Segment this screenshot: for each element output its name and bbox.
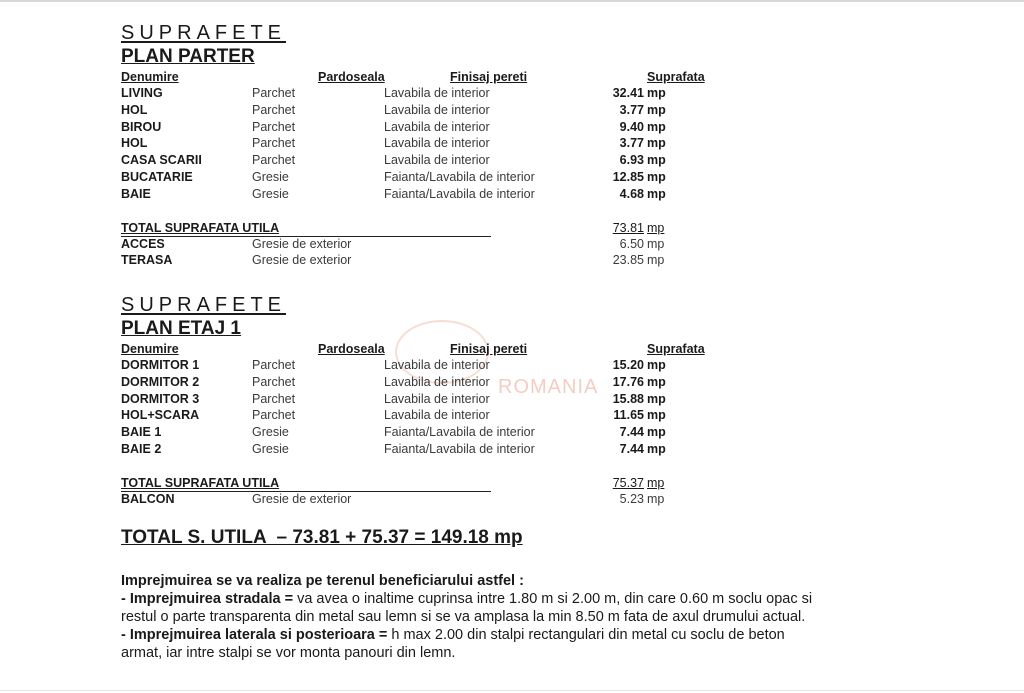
room-unit: mp <box>647 374 666 389</box>
room-walls: Lavabila de interior <box>384 119 490 134</box>
fence-street-line2: restul o parte transparenta din metal sau lemn si se va amplasa la min 8.50 m fata de axul drumului actual. <box>121 609 806 625</box>
extra-floor: Gresie de exterior <box>252 253 352 268</box>
room-unit: mp <box>647 442 666 456</box>
room-area: 7.44 <box>619 425 644 440</box>
room-area: 4.68 <box>619 186 644 201</box>
room-unit: mp <box>647 102 666 117</box>
room-floor: Gresie <box>252 186 289 201</box>
room-walls: Lavabila de interior <box>384 391 490 406</box>
extra-floor: Gresie de exterior <box>252 236 352 251</box>
room-name: HOL+SCARA <box>121 408 200 423</box>
room-area: 7.44 <box>619 442 644 456</box>
fence-description <box>121 572 1011 662</box>
fence-street-line1: - Imprejmuirea stradala = va avea o inaltime cuprinsa intre 1.80 m si 2.00 m, din care 0.60 m soclu opac si <box>121 591 813 607</box>
room-walls: Lavabila de interior <box>384 358 490 372</box>
room-floor: Parchet <box>252 102 296 117</box>
total-value: 73.81 <box>612 220 644 235</box>
room-area: 6.93 <box>619 153 644 168</box>
table-row <box>121 120 741 136</box>
extra-area: 6.50 <box>619 236 644 251</box>
room-unit: mp <box>647 119 666 134</box>
room-name: BIROU <box>121 119 162 134</box>
room-unit: mp <box>647 186 666 201</box>
room-walls: Faianta/Lavabila de interior <box>384 186 535 201</box>
col-header-floor: Pardoseala <box>318 70 385 84</box>
room-name: CASA SCARII <box>121 153 202 168</box>
room-walls: Lavabila de interior <box>384 408 490 423</box>
table-row <box>121 358 741 374</box>
room-floor: Parchet <box>252 136 296 151</box>
col-header-area: Suprafata <box>647 342 705 356</box>
room-floor: Gresie <box>252 425 289 440</box>
table-row <box>121 237 741 253</box>
table-row <box>121 136 741 152</box>
table-row <box>121 153 741 169</box>
fence-side-line1: - Imprejmuirea laterala si posterioara = h max 2.00 din stalpi rectangulari din metal cu soclu de beton <box>121 627 785 643</box>
room-name: DORMITOR 3 <box>121 391 200 406</box>
table-row <box>121 86 741 102</box>
plan-title-first: PLAN ETAJ 1 <box>121 318 242 339</box>
grand-total: TOTAL S. UTILA – 73.81 + 75.37 = 149.18 mp <box>121 527 523 548</box>
room-name: BAIE <box>121 186 151 201</box>
section-title-first: SUPRAFETE <box>121 294 287 316</box>
extra-unit: mp <box>647 253 665 268</box>
room-name: DORMITOR 1 <box>121 358 200 372</box>
total-unit: mp <box>647 220 665 235</box>
extra-name: BALCON <box>121 491 175 506</box>
table-row <box>121 253 741 269</box>
extra-unit: mp <box>647 236 665 251</box>
room-area: 15.20 <box>612 358 644 372</box>
room-walls: Lavabila de interior <box>384 136 490 151</box>
fence-side-line2: armat, iar intre stalpi se vor monta panouri din lemn. <box>121 645 456 661</box>
room-floor: Parchet <box>252 86 296 100</box>
extra-unit: mp <box>647 491 665 506</box>
total-label: TOTAL SUPRAFATA UTILA <box>121 475 280 490</box>
table-row <box>121 103 741 119</box>
extra-floor: Gresie de exterior <box>252 491 352 506</box>
room-area: 17.76 <box>612 374 644 389</box>
room-walls: Lavabila de interior <box>384 86 490 100</box>
room-walls: Faianta/Lavabila de interior <box>384 442 535 456</box>
col-header-name: Denumire <box>121 342 179 356</box>
room-name: BAIE 2 <box>121 442 162 456</box>
room-area: 11.65 <box>613 408 644 423</box>
room-area: 9.40 <box>619 119 644 134</box>
room-unit: mp <box>647 153 666 168</box>
table-row <box>121 392 741 408</box>
top-border <box>0 0 1024 2</box>
col-header-name: Denumire <box>121 70 179 84</box>
room-area: 15.88 <box>612 391 644 406</box>
first-table <box>121 342 741 512</box>
room-floor: Parchet <box>252 358 296 372</box>
room-name: LIVING <box>121 86 163 100</box>
table-row <box>121 170 741 186</box>
room-area: 3.77 <box>619 102 644 117</box>
total-label: TOTAL SUPRAFATA UTILA <box>121 220 280 235</box>
extra-name: ACCES <box>121 236 165 251</box>
room-walls: Lavabila de interior <box>384 374 490 389</box>
room-unit: mp <box>647 86 666 100</box>
plan-title-ground: PLAN PARTER <box>121 46 255 67</box>
room-floor: Gresie <box>252 170 289 184</box>
room-floor: Parchet <box>252 391 296 406</box>
room-name: HOL <box>121 102 148 117</box>
room-walls: Lavabila de interior <box>384 153 490 168</box>
room-unit: mp <box>647 391 666 406</box>
room-floor: Gresie <box>252 442 289 456</box>
room-unit: mp <box>647 358 666 372</box>
table-row <box>121 442 741 458</box>
bottom-border <box>0 690 1024 691</box>
extra-area: 23.85 <box>612 253 644 268</box>
table-row <box>121 425 741 441</box>
room-name: BUCATARIE <box>121 170 193 184</box>
total-value: 75.37 <box>612 475 644 490</box>
room-unit: mp <box>647 425 666 440</box>
room-floor: Parchet <box>252 119 296 134</box>
ground-table <box>121 70 741 270</box>
room-unit: mp <box>647 408 666 423</box>
room-floor: Parchet <box>252 153 296 168</box>
room-unit: mp <box>647 136 666 151</box>
table-row <box>121 408 741 424</box>
room-unit: mp <box>647 170 666 184</box>
room-area: 32.41 <box>612 86 644 100</box>
room-area: 3.77 <box>619 136 644 151</box>
fence-intro: Imprejmuirea se va realiza pe terenul beneficiarului astfel : <box>121 573 524 589</box>
table-row <box>121 187 741 203</box>
section-title-ground: SUPRAFETE <box>121 22 287 44</box>
col-header-walls: Finisaj pereti <box>450 342 528 356</box>
room-name: HOL <box>121 136 148 151</box>
total-row <box>121 476 741 492</box>
room-area: 12.85 <box>612 170 644 184</box>
table-row <box>121 492 741 508</box>
room-floor: Parchet <box>252 374 296 389</box>
col-header-floor: Pardoseala <box>318 342 385 356</box>
extra-area: 5.23 <box>619 491 644 506</box>
room-walls: Faianta/Lavabila de interior <box>384 170 535 184</box>
room-walls: Lavabila de interior <box>384 102 490 117</box>
extra-name: TERASA <box>121 253 173 268</box>
col-header-area: Suprafata <box>647 70 705 84</box>
room-name: BAIE 1 <box>121 425 162 440</box>
room-floor: Parchet <box>252 408 296 423</box>
total-row <box>121 221 741 237</box>
col-header-walls: Finisaj pereti <box>450 70 528 84</box>
table-row <box>121 375 741 391</box>
total-unit: mp <box>647 475 665 490</box>
room-name: DORMITOR 2 <box>121 374 200 389</box>
watermark-text: ROMANIA <box>498 376 599 398</box>
room-walls: Faianta/Lavabila de interior <box>384 425 535 440</box>
